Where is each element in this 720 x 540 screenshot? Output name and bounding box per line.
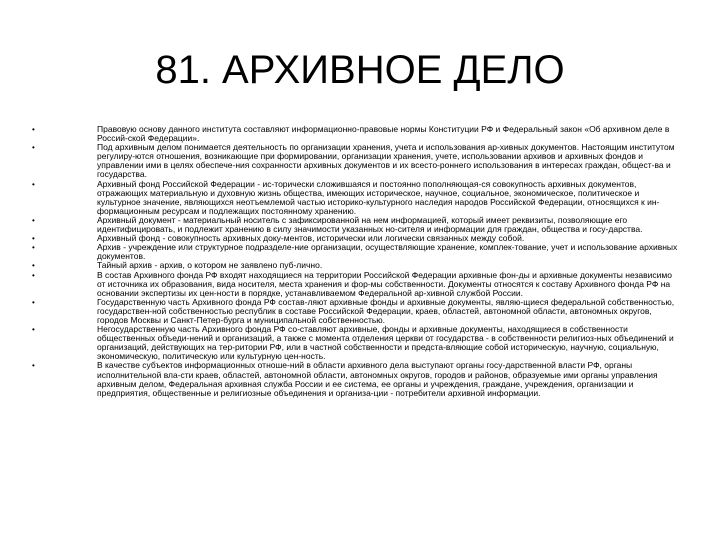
list-item-text: Негосударственную часть Архивного фонда РФ со-ставляют архивные, фонды и архивные документы, находящиеся в собственности общественных объеди-нений и организаций, а также с момента отделения церкви от государства - в собственности религиоз-ных объединений и организаций, действующих на тер-ритории РФ, или в частной собственности и предста-вляющие собой историческую, научную, социальную, экономическую, политическую или культурную цен-ность. [97, 324, 674, 362]
list-item [32, 298, 682, 325]
list-item-text: Правовую основу данного института составляют информационно-правовые нормы Конституции РФ и Федеральный закон «Об архивном деле в Россий-ской Федерации». [97, 124, 670, 144]
bullet-icon: • [32, 261, 35, 271]
bullet-icon: • [32, 143, 35, 153]
list-item-text: Архив - учреждение или структурное подразделе-ние организации, осуществляющие хранение, комплек-тование, учет и использование архивных документов. [97, 242, 678, 262]
bullet-icon: • [32, 297, 35, 307]
list-item-text: В состав Архивного фонда РФ входят находящиеся на территории Российской Федерации архивные фон-ды и архивные документы независимо от источника их образования, вида носителя, места хранения и фор-мы собственности. Документы относятся к составу Архивного фонда РФ на основании экспертизы их цен-ности в порядке, устанавливаемом Федеральной ар-хивной службой России. [97, 269, 672, 298]
bullet-list [32, 125, 682, 398]
bullet-icon: • [32, 215, 35, 225]
list-item-text: Государственную часть Архивного фонда РФ состав-ляют архивные фонды и архивные документы, являю-щиеся федеральной собственностью, государствен-ной собственностью республик в составе Российской Федерации, краев, областей, автономной области, автономных округов, городов Москвы и Санкт-Петер-бурга и муниципальной собственностью. [97, 296, 675, 325]
list-item [32, 180, 682, 216]
list-item-text: В качестве субъектов информационных отноше-ний в области архивного дела выступают органы госу-дарственной власти РФ, органы исполнительной вла-сти краев, областей, автономной области, автономных округов, городов и районов, образуемые ими органы управления архивным делом, Федеральная архивная служба России и ее система, ее органы и учреждения, граждане, учреждения, организации и предприятия, общественные и религиозные объединения и организа-ции - потребители архивной информации. [97, 360, 658, 398]
bullet-icon: • [32, 243, 35, 253]
list-item [32, 216, 682, 234]
list-item-text: Под архивным делом понимается деятельность по организации хранения, учета и использования ар-хивных документов. Настоящим институтом регулиру-ются отношения, возникающие при формировании, организации хранения, учете, использовании архивов и архивных фондов и управлении ими в целях обеспече-ния сохранности архивных документов и их всесто-роннего использования в интересах граждан, общест-ва и государства. [97, 142, 675, 180]
list-item-text: Архивный документ - материальный носитель с зафиксированной на нем информацией, который имеет реквизиты, позволяющие его идентифицировать, и подлежит хранению в силу значимости указанных но-сителя и информации для граждан, общества и госу-дарства. [97, 214, 643, 235]
list-item [32, 271, 682, 298]
bullet-icon: • [32, 179, 35, 189]
list-item [32, 361, 682, 397]
list-item-text: Тайный архив - архив, о котором не заявлено пуб-лично. [97, 260, 323, 271]
list-item [32, 125, 682, 143]
bullet-icon: • [32, 361, 35, 371]
bullet-icon: • [32, 325, 35, 335]
bullet-icon: • [32, 125, 35, 134]
list-item [32, 143, 682, 179]
list-item-text: Архивный фонд - совокупность архивных доку-ментов, исторически или логически связанных между собой. [97, 233, 525, 244]
slide-title: 81. АРХИВНОЕ ДЕЛО [155, 48, 565, 92]
list-item [32, 243, 682, 261]
list-item-text: Архивный фонд Российской Федерации - ис-торически сложившаяся и постоянно пополняющая-ся совокупность архивных документов, отражающих материальную и духовную жизнь общества, имеющих историческое, научное, социальное, экономическое, политическое и культурное значение, являющихся неотъемлемой частью историко-культурного наследия народов Российской Федерации, относящихся к ин-формационным ресурсам и подлежащих постоянному хранению. [97, 178, 660, 216]
bullet-icon: • [32, 234, 35, 244]
bullet-icon: • [32, 270, 35, 280]
list-item [32, 325, 682, 361]
